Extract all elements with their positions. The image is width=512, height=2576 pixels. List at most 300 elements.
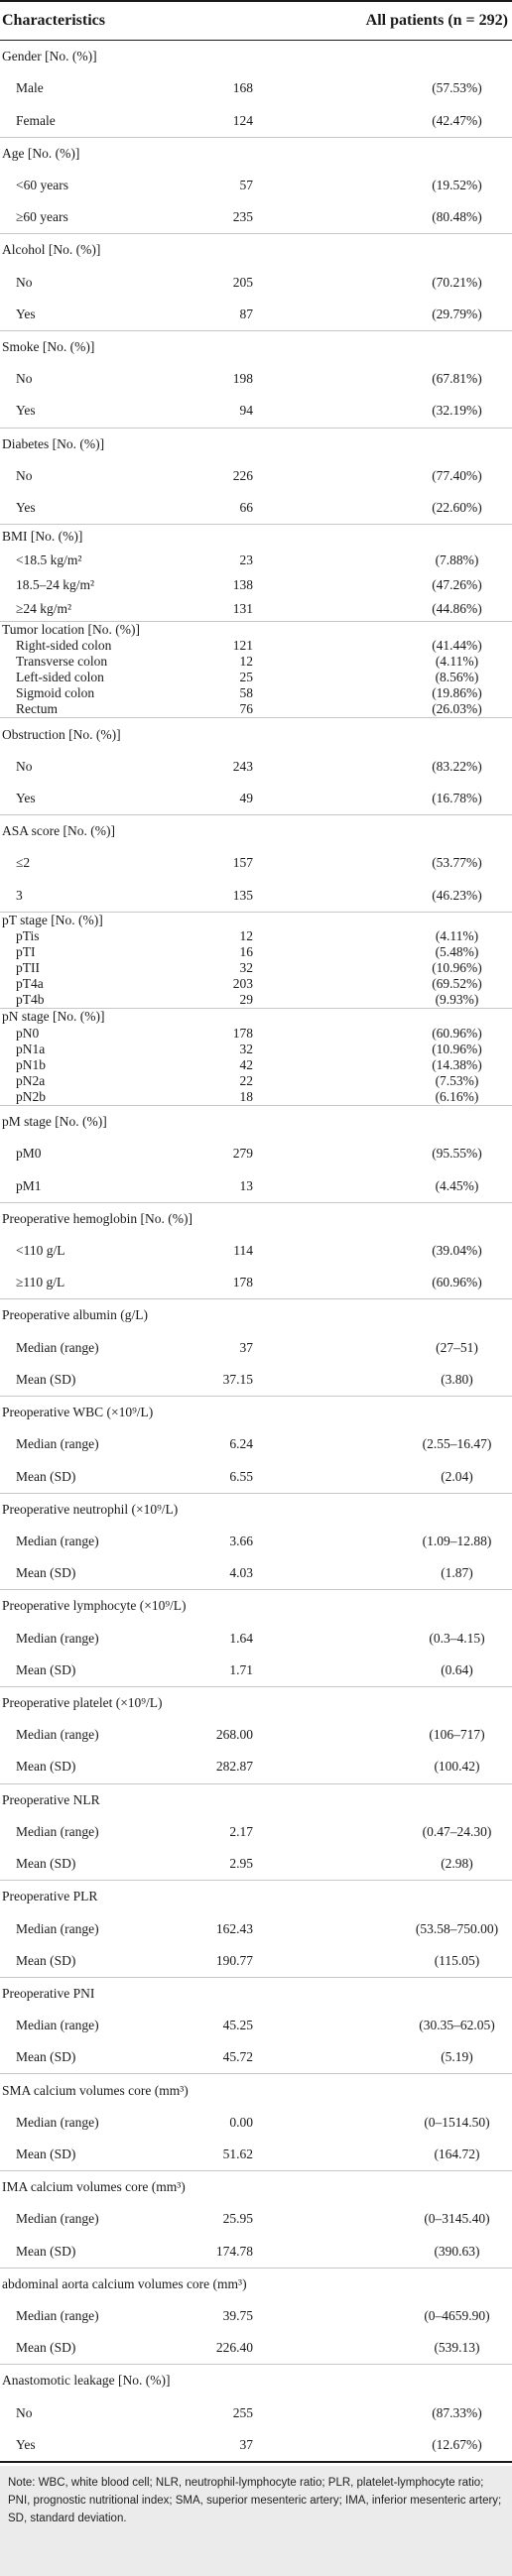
row-count: 6.24: [229, 1436, 253, 1452]
table-section: [0, 234, 512, 331]
row-percent: (69.52%): [432, 976, 482, 992]
row-count: 135: [232, 887, 253, 903]
row-percent: (0.3–4.15): [429, 1630, 485, 1646]
section-heading-row: [0, 525, 512, 549]
row-percent: (80.48%): [432, 209, 482, 225]
row-count: 37: [239, 2436, 253, 2452]
section-heading-row: [0, 1009, 512, 1025]
row-label: 18.5–24 kg/m²: [16, 576, 95, 592]
row-count: 282.87: [215, 1759, 253, 1775]
row-percent: (4.11%): [435, 654, 479, 670]
table-row: [0, 1526, 512, 1557]
row-label: Median (range): [16, 2308, 99, 2324]
row-label: pN2a: [16, 1072, 46, 1088]
row-label: Median (range): [16, 1727, 99, 1743]
table-section: [0, 1397, 512, 1494]
row-label: Mean (SD): [16, 2049, 76, 2065]
row-label: pTis: [16, 927, 40, 943]
section-title: Preoperative lymphocyte (×10⁹/L): [2, 1598, 187, 1614]
section-heading-row: [0, 1590, 512, 1622]
row-label: Yes: [16, 2436, 36, 2452]
row-percent: (30.35–62.05): [419, 2018, 495, 2033]
row-count: 268.00: [215, 1727, 253, 1743]
table-section: [0, 622, 512, 719]
table-row: [0, 2139, 512, 2170]
row-count: 235: [232, 209, 253, 225]
row-label: pN0: [16, 1025, 40, 1041]
row-label: ≥24 kg/m²: [16, 600, 72, 616]
row-percent: (53.77%): [432, 855, 482, 871]
table-row: [0, 1460, 512, 1492]
row-percent: (10.96%): [432, 1041, 482, 1056]
table-row: [0, 363, 512, 395]
section-title: ASA score [No. (%)]: [2, 823, 115, 839]
header-all-patients: All patients (n = 292): [365, 12, 508, 29]
row-count: 16: [239, 944, 253, 960]
row-percent: (539.13): [434, 2340, 480, 2356]
row-label: Median (range): [16, 1823, 99, 1839]
table-row: [0, 783, 512, 814]
table-row: [0, 201, 512, 233]
row-count: 51.62: [222, 2147, 253, 2161]
row-percent: (95.55%): [432, 1146, 482, 1162]
row-percent: (1.87): [441, 1565, 473, 1581]
table-footnote: Note: WBC, white blood cell; NLR, neutrophil-lymphocyte ratio; PLR, platelet-lymphocyte ratio; PNI, prognostic nutritional index; SMA, superior mesenteric artery; IMA, inferior mesenteric artery; SD, standard deviation.: [0, 2466, 512, 2576]
table-row: [0, 701, 512, 717]
row-percent: (83.22%): [432, 758, 482, 774]
table-section: [0, 1106, 512, 1203]
row-label: Mean (SD): [16, 1952, 76, 1968]
section-heading-row: [0, 234, 512, 266]
table-section: [0, 2269, 512, 2366]
row-percent: (70.21%): [432, 274, 482, 290]
table-section: [0, 1590, 512, 1687]
row-count: 23: [239, 552, 253, 568]
row-percent: (16.78%): [432, 791, 482, 806]
table-row: [0, 880, 512, 912]
table-section: [0, 331, 512, 429]
table-section: [0, 1203, 512, 1300]
row-label: Mean (SD): [16, 1856, 76, 1872]
header-characteristics: Characteristics: [2, 12, 105, 29]
row-label: No: [16, 371, 33, 387]
table-section: [0, 815, 512, 913]
row-count: 87: [239, 306, 253, 321]
row-count: 2.95: [229, 1856, 253, 1872]
row-count: 0.00: [229, 2114, 253, 2130]
row-percent: (164.72): [434, 2147, 480, 2161]
row-count: 32: [239, 1041, 253, 1056]
row-percent: (115.05): [434, 1952, 480, 1968]
row-label: Mean (SD): [16, 2340, 76, 2356]
row-percent: (10.96%): [432, 960, 482, 976]
row-percent: (3.80): [441, 1371, 473, 1387]
row-percent: (44.86%): [432, 600, 482, 616]
table-row: [0, 72, 512, 104]
table-row: [0, 1089, 512, 1105]
row-label: No: [16, 467, 33, 483]
row-percent: (87.33%): [432, 2404, 482, 2420]
row-count: 25: [239, 670, 253, 685]
table-row: [0, 2236, 512, 2268]
table-row: [0, 2397, 512, 2429]
row-percent: (0.64): [441, 1661, 473, 1677]
table-section: [0, 1881, 512, 1978]
section-heading-row: [0, 1881, 512, 1912]
row-percent: (47.26%): [432, 576, 482, 592]
row-label: Median (range): [16, 1920, 99, 1936]
row-label: ≥60 years: [16, 209, 68, 225]
table-row: [0, 1816, 512, 1848]
row-label: No: [16, 2404, 33, 2420]
table-row: [0, 549, 512, 572]
row-count: 12: [239, 654, 253, 670]
row-label: No: [16, 274, 33, 290]
row-count: 1.71: [229, 1661, 253, 1677]
row-percent: (8.56%): [435, 670, 479, 685]
row-label: Median (range): [16, 1339, 99, 1355]
row-count: 3.66: [229, 1533, 253, 1548]
table-section: [0, 429, 512, 526]
row-percent: (22.60%): [432, 500, 482, 516]
row-label: Mean (SD): [16, 1759, 76, 1775]
section-title: Preoperative hemoglobin [No. (%)]: [2, 1210, 192, 1226]
row-label: Mean (SD): [16, 2243, 76, 2259]
table-section: [0, 138, 512, 235]
table-row: [0, 1912, 512, 1944]
table-row: [0, 992, 512, 1008]
section-title: pN stage [No. (%)]: [2, 1009, 105, 1025]
table-section: [0, 2074, 512, 2171]
table-row: [0, 1057, 512, 1073]
row-count: 205: [232, 274, 253, 290]
row-percent: (0–4659.90): [424, 2308, 490, 2324]
section-heading-row: [0, 1397, 512, 1428]
section-title: Preoperative NLR: [2, 1791, 100, 1807]
row-label: pM1: [16, 1177, 42, 1193]
row-count: 76: [239, 701, 253, 717]
row-percent: (6.16%): [435, 1089, 479, 1104]
section-title: IMA calcium volumes core (mm³): [2, 2179, 186, 2195]
row-label: Male: [16, 80, 44, 96]
row-count: 121: [232, 638, 253, 653]
row-count: 57: [239, 177, 253, 192]
row-count: 29: [239, 992, 253, 1008]
row-count: 45.25: [222, 2018, 253, 2033]
row-count: 190.77: [215, 1952, 253, 1968]
row-percent: (57.53%): [432, 80, 482, 96]
row-label: Median (range): [16, 1630, 99, 1646]
row-percent: (53.58–750.00): [415, 1920, 499, 1936]
row-percent: (29.79%): [432, 306, 482, 321]
row-percent: (14.38%): [432, 1056, 482, 1072]
section-heading-row: [0, 331, 512, 363]
section-title: Age [No. (%)]: [2, 145, 80, 161]
row-count: 12: [239, 927, 253, 943]
row-label: Median (range): [16, 2114, 99, 2130]
row-percent: (60.96%): [432, 1275, 482, 1290]
row-percent: (77.40%): [432, 467, 482, 483]
row-label: pTII: [16, 960, 40, 976]
row-percent: (100.42): [434, 1759, 480, 1775]
row-count: 124: [232, 112, 253, 128]
table-section: [0, 525, 512, 622]
section-title: Preoperative PLR: [2, 1889, 98, 1904]
section-heading-row: [0, 1203, 512, 1235]
row-label: pN2b: [16, 1089, 46, 1104]
table-section: [0, 1687, 512, 1784]
row-count: 168: [232, 80, 253, 96]
row-percent: (0.47–24.30): [422, 1823, 492, 1839]
table-section: [0, 2365, 512, 2463]
table-row: [0, 960, 512, 976]
row-percent: (0–3145.40): [424, 2211, 490, 2227]
table-row: [0, 573, 512, 597]
section-title: BMI [No. (%)]: [2, 529, 83, 545]
table-row: [0, 1042, 512, 1057]
row-label: Rectum: [16, 701, 58, 717]
table-row: [0, 1945, 512, 1977]
row-label: pN1b: [16, 1056, 46, 1072]
section-title: Diabetes [No. (%)]: [2, 435, 105, 451]
row-label: Median (range): [16, 2018, 99, 2033]
table-row: [0, 928, 512, 944]
table-row: [0, 170, 512, 201]
row-percent: (60.96%): [432, 1025, 482, 1041]
row-label: pTI: [16, 944, 36, 960]
table-row: [0, 1622, 512, 1654]
row-percent: (67.81%): [432, 371, 482, 387]
section-title: Smoke [No. (%)]: [2, 339, 95, 355]
row-percent: (26.03%): [432, 701, 482, 717]
section-title: Obstruction [No. (%)]: [2, 726, 121, 742]
table-row: [0, 104, 512, 136]
row-count: 6.55: [229, 1468, 253, 1484]
table-row: [0, 2332, 512, 2364]
table-row: [0, 267, 512, 299]
table-row: [0, 2010, 512, 2041]
row-count: 226.40: [215, 2340, 253, 2356]
row-label: pN1a: [16, 1041, 46, 1056]
row-percent: (39.04%): [432, 1243, 482, 1259]
table-row: [0, 299, 512, 330]
table-row: [0, 1364, 512, 1396]
table-row: [0, 751, 512, 783]
row-percent: (5.48%): [435, 944, 479, 960]
row-label: <60 years: [16, 177, 68, 192]
section-title: Tumor location [No. (%)]: [2, 621, 140, 637]
section-title: Gender [No. (%)]: [2, 49, 97, 64]
row-percent: (42.47%): [432, 112, 482, 128]
table-row: [0, 2429, 512, 2461]
row-percent: (2.04): [441, 1468, 473, 1484]
table-row: [0, 1557, 512, 1589]
table-row: [0, 1719, 512, 1751]
row-count: 66: [239, 500, 253, 516]
row-label: Mean (SD): [16, 1371, 76, 1387]
row-percent: (2.55–16.47): [422, 1436, 492, 1452]
section-title: pT stage [No. (%)]: [2, 912, 103, 927]
table-row: [0, 1138, 512, 1169]
table-row: [0, 1848, 512, 1880]
table-row: [0, 2300, 512, 2332]
section-heading-row: [0, 2269, 512, 2300]
table-row: [0, 847, 512, 879]
row-count: 203: [232, 976, 253, 992]
table-row: [0, 492, 512, 524]
table-section: [0, 913, 512, 1010]
row-count: 243: [232, 758, 253, 774]
table-section: [0, 2171, 512, 2269]
row-count: 138: [232, 576, 253, 592]
row-count: 1.64: [229, 1630, 253, 1646]
section-title: Alcohol [No. (%)]: [2, 242, 101, 258]
table-section: [0, 41, 512, 138]
row-count: 178: [232, 1275, 253, 1290]
section-heading-row: [0, 2171, 512, 2203]
table-row: [0, 1169, 512, 1201]
table-section: [0, 1784, 512, 1882]
section-heading-row: [0, 913, 512, 928]
row-percent: (7.88%): [435, 552, 479, 568]
section-title: Anastomotic leakage [No. (%)]: [2, 2373, 171, 2389]
row-percent: (32.19%): [432, 403, 482, 419]
table-row: [0, 597, 512, 621]
row-count: 255: [232, 2404, 253, 2420]
section-title: SMA calcium volumes core (mm³): [2, 2082, 189, 2098]
row-percent: (106–717): [429, 1727, 485, 1743]
table-section: [0, 1494, 512, 1591]
table-row: [0, 1751, 512, 1782]
row-label: Female: [16, 112, 56, 128]
row-count: 32: [239, 960, 253, 976]
row-label: pM0: [16, 1146, 42, 1162]
row-percent: (390.63): [434, 2243, 480, 2259]
row-label: No: [16, 758, 33, 774]
row-label: Left-sided colon: [16, 670, 104, 685]
row-percent: (19.86%): [432, 685, 482, 701]
table-section: [0, 1299, 512, 1397]
section-title: pM stage [No. (%)]: [2, 1114, 107, 1130]
section-heading-row: [0, 1106, 512, 1138]
row-percent: (4.11%): [435, 927, 479, 943]
row-label: Sigmoid colon: [16, 685, 95, 701]
section-title: Preoperative platelet (×10⁹/L): [2, 1695, 163, 1710]
row-count: 18: [239, 1089, 253, 1104]
row-count: 174.78: [215, 2243, 253, 2259]
table-row: [0, 1267, 512, 1298]
section-title: Preoperative neutrophil (×10⁹/L): [2, 1501, 179, 1517]
section-heading-row: [0, 1978, 512, 2010]
row-label: pT4b: [16, 992, 45, 1008]
row-count: 157: [232, 855, 253, 871]
table-row: [0, 976, 512, 992]
table-row: [0, 460, 512, 492]
row-label: Median (range): [16, 2211, 99, 2227]
row-count: 198: [232, 371, 253, 387]
row-percent: (2.98): [441, 1856, 473, 1872]
row-count: 114: [233, 1243, 253, 1259]
table-section: [0, 718, 512, 815]
row-count: 39.75: [222, 2308, 253, 2324]
row-count: 45.72: [222, 2049, 253, 2065]
row-count: 2.17: [229, 1823, 253, 1839]
row-label: Right-sided colon: [16, 638, 112, 653]
row-count: 178: [232, 1025, 253, 1041]
section-title: Preoperative WBC (×10⁹/L): [2, 1405, 154, 1420]
row-label: Median (range): [16, 1436, 99, 1452]
section-heading-row: [0, 1687, 512, 1719]
row-percent: (5.19): [441, 2049, 473, 2065]
table-header: [0, 0, 512, 41]
row-label: <18.5 kg/m²: [16, 552, 82, 568]
row-percent: (1.09–12.88): [422, 1533, 492, 1548]
row-count: 4.03: [229, 1565, 253, 1581]
row-percent: (41.44%): [432, 638, 482, 653]
row-percent: (0–1514.50): [424, 2114, 490, 2130]
row-count: 162.43: [215, 1920, 253, 1936]
row-count: 279: [232, 1146, 253, 1162]
table-row: [0, 1073, 512, 1089]
table-row: [0, 1026, 512, 1042]
row-count: 37: [239, 1339, 253, 1355]
table-row: [0, 1428, 512, 1460]
row-percent: (7.53%): [435, 1072, 479, 1088]
section-heading-row: [0, 622, 512, 638]
row-label: ≥110 g/L: [16, 1275, 65, 1290]
row-percent: (9.93%): [435, 992, 479, 1008]
row-percent: (19.52%): [432, 177, 482, 192]
section-title: Preoperative albumin (g/L): [2, 1307, 148, 1323]
table-section: [0, 1978, 512, 2075]
row-count: 226: [232, 467, 253, 483]
table-row: [0, 1235, 512, 1267]
table-row: [0, 638, 512, 654]
table-row: [0, 2203, 512, 2235]
table-section: [0, 1009, 512, 1106]
row-count: 49: [239, 791, 253, 806]
row-percent: (12.67%): [432, 2436, 482, 2452]
row-count: 94: [239, 403, 253, 419]
table-row: [0, 2107, 512, 2139]
row-count: 25.95: [222, 2211, 253, 2227]
section-heading-row: [0, 1494, 512, 1526]
table-row: [0, 685, 512, 701]
row-label: <110 g/L: [16, 1243, 65, 1259]
section-heading-row: [0, 429, 512, 460]
row-percent: (27–51): [436, 1339, 478, 1355]
row-percent: (4.45%): [435, 1177, 479, 1193]
row-label: Yes: [16, 306, 36, 321]
row-count: 37.15: [222, 1371, 253, 1387]
table-row: [0, 654, 512, 670]
section-title: abdominal aorta calcium volumes core (mm³): [2, 2275, 247, 2291]
section-heading-row: [0, 138, 512, 170]
row-label: Mean (SD): [16, 2147, 76, 2161]
row-count: 42: [239, 1056, 253, 1072]
row-label: Mean (SD): [16, 1565, 76, 1581]
section-heading-row: [0, 815, 512, 847]
table-row: [0, 2041, 512, 2073]
row-percent: (46.23%): [432, 887, 482, 903]
row-label: Yes: [16, 403, 36, 419]
table-row: [0, 1332, 512, 1364]
row-count: 13: [239, 1177, 253, 1193]
row-label: Transverse colon: [16, 654, 108, 670]
table-row: [0, 944, 512, 960]
row-label: pT4a: [16, 976, 44, 992]
row-count: 22: [239, 1072, 253, 1088]
